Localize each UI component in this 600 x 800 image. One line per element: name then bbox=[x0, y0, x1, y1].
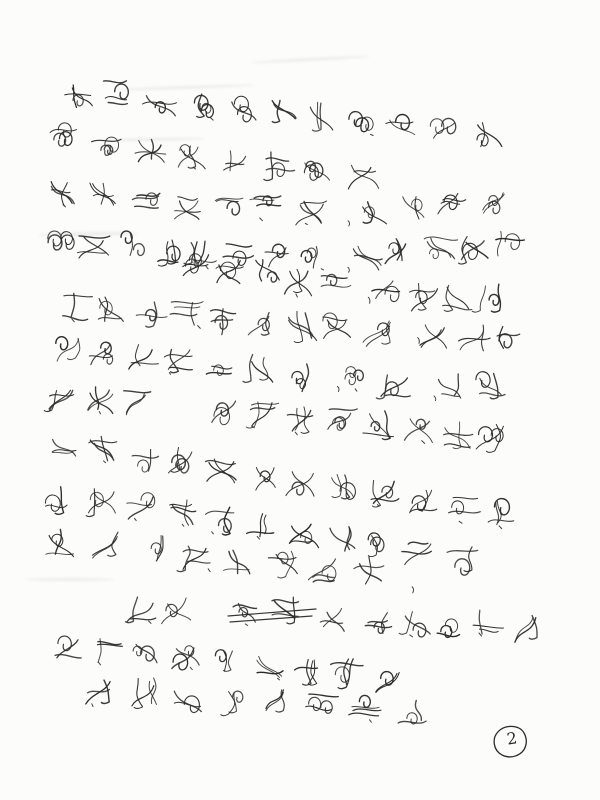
handwriting-line-p1-1 bbox=[65, 81, 502, 147]
handwriting-line-p2-3 bbox=[86, 678, 426, 724]
crossed-out-word bbox=[228, 597, 316, 625]
handwriting-line-p1-2 bbox=[50, 123, 379, 189]
handwriting-line-p1-9 bbox=[52, 437, 514, 529]
handwriting-line-p1-11 bbox=[46, 529, 414, 592]
page-number-badge bbox=[488, 720, 536, 764]
handwriting-line-p1-3 bbox=[51, 182, 504, 226]
handwriting-line-p2-2 bbox=[55, 636, 399, 692]
handwriting-line-p2-1 bbox=[126, 597, 537, 642]
handwriting-line-p1-4 bbox=[48, 231, 525, 272]
scan-smudge bbox=[25, 578, 115, 581]
handwriting-line-p1-6 bbox=[63, 293, 520, 350]
page-number: 2 bbox=[505, 728, 519, 749]
handwriting-line-p1-5 bbox=[183, 254, 501, 312]
